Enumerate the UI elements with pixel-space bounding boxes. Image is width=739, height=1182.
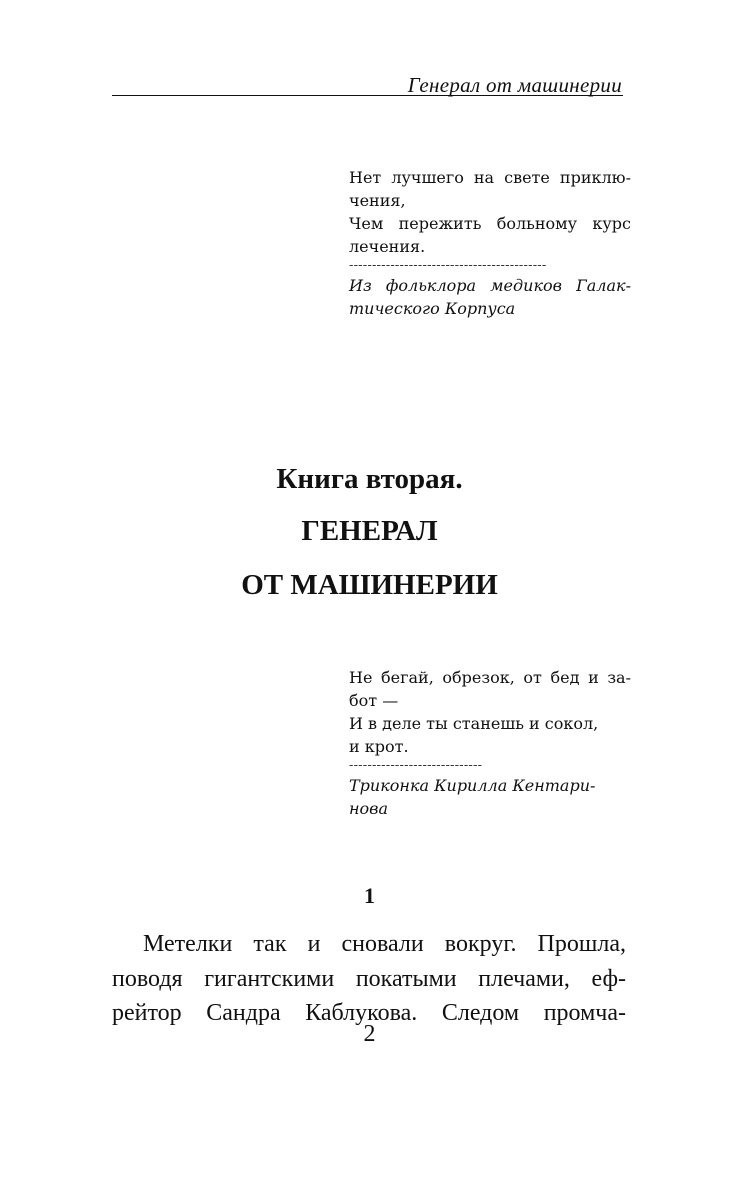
epigraph-1-line: Нет лучшего на свете приклю- xyxy=(349,168,631,187)
epigraph-2-separator: ----------------------------- xyxy=(349,758,483,773)
body-line: Метелки так и сновали вокруг. Прошла, xyxy=(143,931,626,957)
epigraph-2-line: Не бегай, обрезок, от бед и за- xyxy=(349,668,631,687)
body-line: поводя гигантскими покатыми плечами, еф- xyxy=(112,965,626,992)
book-title-line: ОТ МАШИНЕРИИ xyxy=(241,569,498,601)
epigraph-1-line: чения, xyxy=(349,191,406,210)
epigraph-1-separator: ------------------------------------------- xyxy=(349,258,547,273)
epigraph-2-line: И в деле ты станешь и сокол, xyxy=(349,714,599,733)
epigraph-1-line: лечения. xyxy=(349,237,426,256)
epigraph-2-source: Триконка Кирилла Кентари- xyxy=(349,776,596,795)
epigraph-1-source: Из фольклора медиков Галак- xyxy=(349,276,631,295)
book-label: Книга вторая. xyxy=(276,463,463,495)
running-head: Генерал от машинерии xyxy=(407,73,622,97)
page-number: 2 xyxy=(363,1021,376,1047)
chapter-number: 1 xyxy=(364,883,375,908)
epigraph-2-line: бот — xyxy=(349,691,399,710)
epigraph-2-source: нова xyxy=(349,799,389,818)
book-title-line: ГЕНЕРАЛ xyxy=(301,515,438,547)
epigraph-2 xyxy=(349,666,631,820)
body-paragraph xyxy=(112,927,626,1031)
body-line: рейтор Сандра Каблукова. Следом промча- xyxy=(112,1000,626,1026)
epigraph-1-source: тического Корпуса xyxy=(349,299,516,318)
epigraph-2-line: и крот. xyxy=(349,737,409,756)
epigraph-1-line: Чем пережить больному курс xyxy=(349,214,631,233)
epigraph-1 xyxy=(349,166,631,320)
